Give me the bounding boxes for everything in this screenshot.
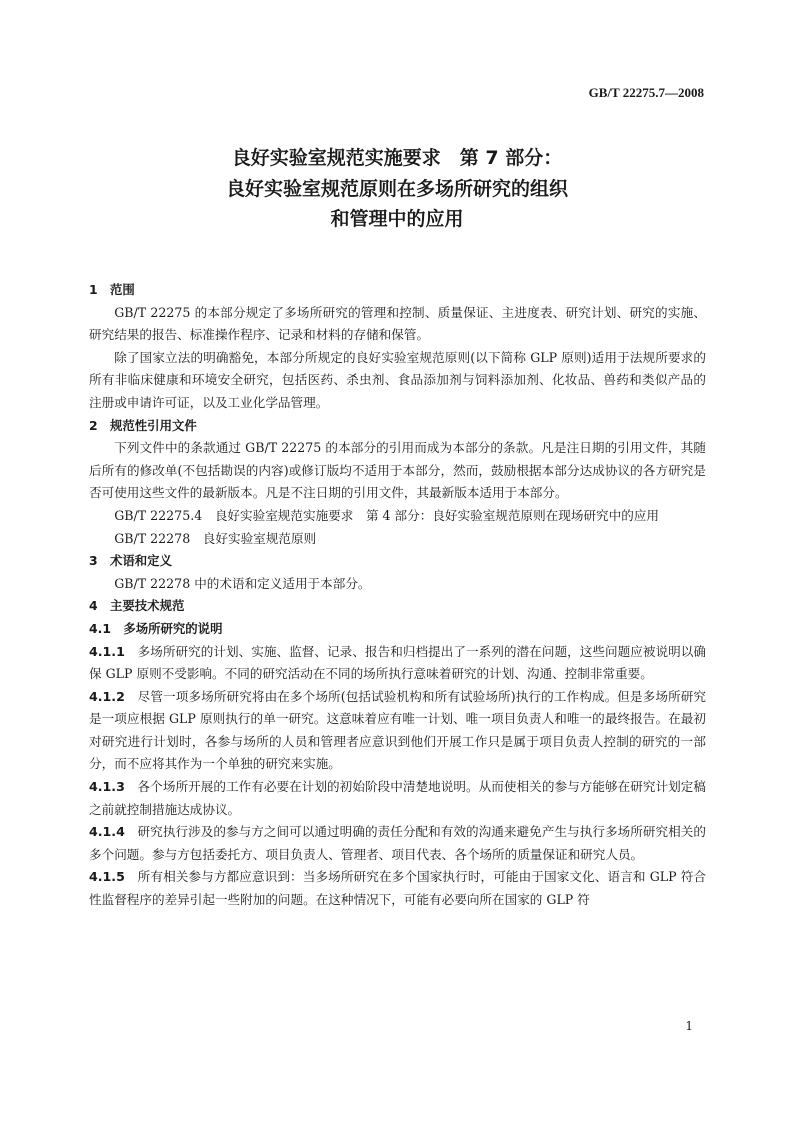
clause-text: 尽管一项多场所研究将由在多个场所(包括试验机构和所有试验场所)执行的工作构成。但是多场所研究是一项应根据 GLP 原则执行的单一研究。这意味着应有唯一计划、唯一项目负责人和唯一的最终报告。在最初对研究进行计划时，各参与场所的人员和管理者应意识到他们开展工作只是属于项目负责人控制的研究的一部分，而不应将其作为一个单独的研究来实施。 — [89, 688, 707, 772]
clause-item — [89, 686, 706, 776]
clause-item — [89, 641, 706, 686]
document-body — [89, 279, 706, 912]
subsection-4-1-heading: 4.1 多场所研究的说明 — [89, 620, 223, 636]
section-1-paragraph-1: GB/T 22275 的本部分规定了多场所研究的管理和控制、质量保证、主进度表、研究计划、研究的实施、研究结果的报告、标准操作程序、记录和材料的存储和保管。 — [89, 304, 706, 343]
section-4-heading: 4 主要技术规范 — [89, 598, 185, 614]
section-1-paragraph-2: 除了国家立法的明确豁免，本部分所规定的良好实验室规范原则(以下简称 GLP 原则)适用于法规所要求的所有非临床健康和环境安全研究，包括医药、杀虫剂、食品添加剂与饲料添加剂、化妆品、兽药和类似产品的注册或申请许可证，以及工业化学品管理。 — [89, 349, 706, 410]
clause-number: 4.1.3 — [89, 779, 125, 795]
reference-item: GB/T 22275.4 良好实验室规范实施要求 第 4 部分：良好实验室规范原则在现场研究中的应用 — [114, 507, 660, 523]
title-line-2: 良好实验室规范原则在多场所研究的组织 — [225, 177, 568, 200]
reference-item: GB/T 22278 良好实验室规范原则 — [114, 530, 317, 546]
title-line-3: 和管理中的应用 — [330, 208, 464, 230]
clause-number: 4.1.2 — [89, 688, 125, 704]
standard-number: GB/T 22275.7—2008 — [588, 85, 704, 100]
clause-item — [89, 821, 706, 866]
section-3-heading: 3 术语和定义 — [89, 553, 172, 569]
section-3-paragraph-1: GB/T 22278 中的术语和定义适用于本部分。 — [114, 575, 371, 591]
section-2-heading: 2 规范性引用文件 — [89, 417, 197, 433]
clause-text: 所有相关参与方都应意识到：当多场所研究在多个国家执行时，可能由于国家文化、语言和 GLP 符合性监督程序的差异引起一些附加的问题。在这种情况下，可能有必要向所在国家的 GLP 符 — [89, 869, 707, 908]
page-number: 1 — [685, 1019, 693, 1033]
clause-number: 4.1.5 — [89, 869, 125, 885]
clause-number: 4.1.1 — [89, 643, 125, 659]
clause-item — [89, 866, 706, 911]
clause-text: 多场所研究的计划、实施、监督、记录、报告和归档提出了一系列的潜在问题，这些问题应被说明以确保 GLP 原则不受影响。不同的研究活动在不同的场所执行意味着研究的计划、沟通、控制非常重要。 — [89, 643, 707, 682]
section-1-heading: 1 范围 — [89, 282, 135, 297]
clause-text: 研究执行涉及的参与方之间可以通过明确的责任分配和有效的沟通来避免产生与执行多场所研究相关的多个问题。参与方包括委托方、项目负责人、管理者、项目代表、各个场所的质量保证和研究人员。 — [89, 824, 707, 862]
clause-text: 各个场所开展的工作有必要在计划的初始阶段中清楚地说明。从而使相关的参与方能够在研究计划定稿之前就控制措施达成协议。 — [89, 779, 707, 817]
clause-number: 4.1.4 — [89, 824, 125, 840]
section-2-paragraph-1: 下列文件中的条款通过 GB/T 22275 的本部分的引用而成为本部分的条款。凡是注日期的引用文件，其随后所有的修改单(不包括勘误的内容)或修订版均不适用于本部分，然而，鼓励根据本部分达成协议的各方研究是否可使用这些文件的最新版本。凡是不注日期的引用文件，其最新版本适用于本部分。 — [89, 440, 706, 501]
clause-item — [89, 776, 706, 821]
title-line-1: 良好实验室规范实施要求 第 7 部分： — [231, 147, 563, 169]
document-title — [0, 143, 794, 235]
